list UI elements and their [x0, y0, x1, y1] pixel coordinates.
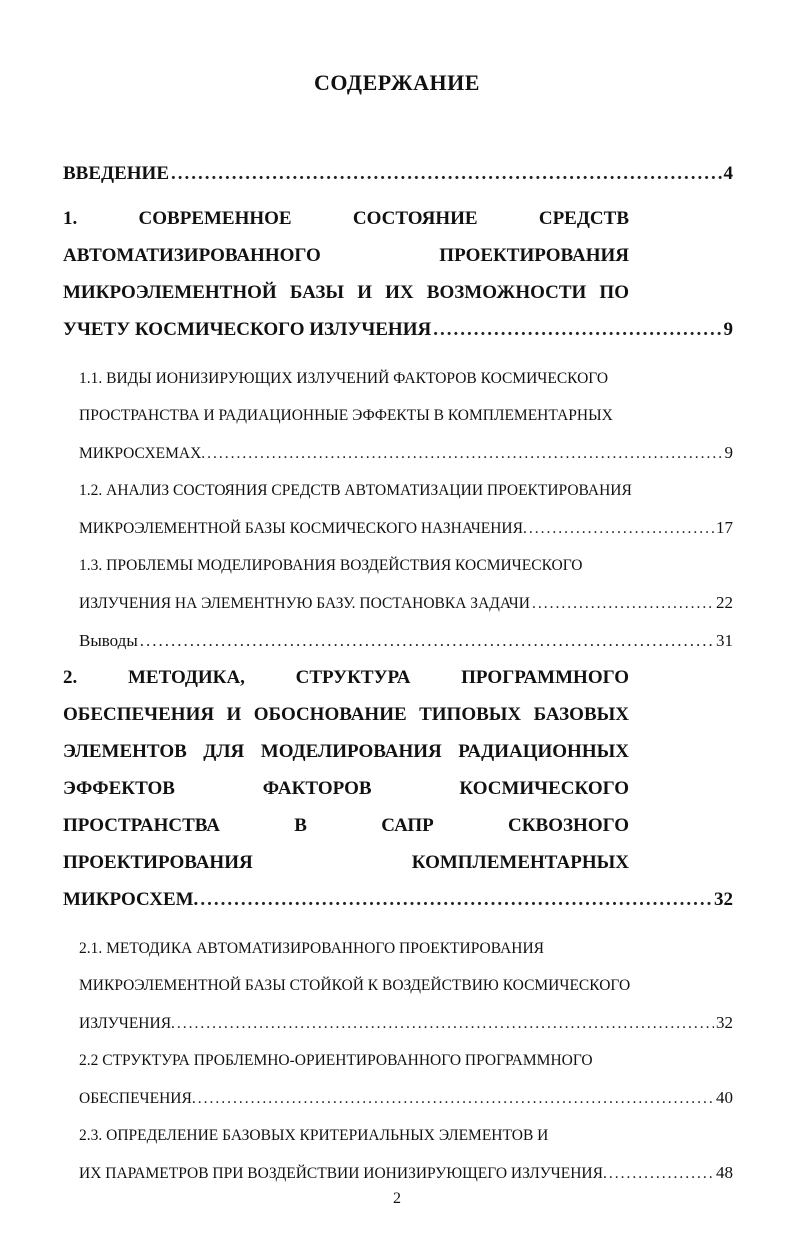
toc-entry-intro[interactable] — [63, 155, 733, 192]
toc-section-line: МИКРОСХЕМАХ. — [79, 445, 206, 462]
toc-chapter-line: МИКРОСХЕМ. — [63, 889, 199, 910]
toc-chapter-line: ПРОСТРАНСТВА В САПР СКВОЗНОГО — [63, 815, 629, 836]
toc-page-number: 4 — [723, 163, 733, 184]
toc-entry-label: Выводы — [79, 631, 138, 650]
toc-section-1-2[interactable] — [79, 472, 733, 547]
toc-chapter-line: ЭЛЕМЕНТОВ ДЛЯ МОДЕЛИРОВАНИЯ РАДИАЦИОННЫХ — [63, 741, 629, 762]
dot-leader — [177, 1005, 714, 1042]
toc-section-1-3[interactable] — [79, 547, 733, 622]
dot-leader — [200, 881, 712, 918]
toc-section-line: ИЗЛУЧЕНИЯ НА ЭЛЕМЕНТНУЮ БАЗУ. ПОСТАНОВКА ЗАДАЧИ — [79, 595, 530, 612]
toc-section-line: ПРОСТРАНСТВА И РАДИАЦИОННЫЕ ЭФФЕКТЫ В КОМПЛЕМЕНТАРНЫХ — [79, 407, 613, 424]
dot-leader — [532, 585, 714, 622]
toc-chapter-line: ПРОЕКТИРОВАНИЯ КОМПЛЕМЕНТАРНЫХ — [63, 852, 629, 873]
dot-leader — [140, 622, 714, 659]
toc-section-line: ИХ ПАРАМЕТРОВ ПРИ ВОЗДЕЙСТВИИ ИОНИЗИРУЮЩЕГО ИЗЛУЧЕНИЯ. — [79, 1165, 607, 1182]
page-number: 2 — [393, 1190, 401, 1207]
toc-section-2-2[interactable] — [79, 1042, 733, 1117]
toc-page-number: 32 — [716, 1013, 733, 1032]
toc-section-line: МИКРОЭЛЕМЕНТНОЙ БАЗЫ СТОЙКОЙ К ВОЗДЕЙСТВИЮ КОСМИЧЕСКОГО — [79, 977, 631, 994]
toc-chapter-line: УЧЕТУ КОСМИЧЕСКОГО ИЗЛУЧЕНИЯ — [63, 319, 432, 340]
toc-page-number: 9 — [724, 443, 733, 462]
toc-section-line: 1.2. АНАЛИЗ СОСТОЯНИЯ СРЕДСТВ АВТОМАТИЗАЦИИ ПРОЕКТИРОВАНИЯ — [79, 482, 632, 499]
toc-chapter-line: АВТОМАТИЗИРОВАННОГО ПРОЕКТИРОВАНИЯ — [63, 245, 629, 266]
dot-leader — [198, 1080, 714, 1117]
toc-page-number: 40 — [716, 1088, 733, 1107]
toc-chapter-line: ОБЕСПЕЧЕНИЯ И ОБОСНОВАНИЕ ТИПОВЫХ БАЗОВЫХ — [63, 704, 629, 725]
toc-section-line: 1.1. ВИДЫ ИОНИЗИРУЮЩИХ ИЗЛУЧЕНИЙ ФАКТОРОВ КОСМИЧЕСКОГО — [79, 370, 609, 387]
toc-section-line: ОБЕСПЕЧЕНИЯ. — [79, 1090, 196, 1107]
toc-page-number: 32 — [714, 889, 733, 910]
toc-chapter-line: ЭФФЕКТОВ ФАКТОРОВ КОСМИЧЕСКОГО — [63, 778, 629, 799]
toc-chapter-2[interactable] — [63, 659, 733, 918]
table-of-contents — [63, 150, 733, 1192]
toc-chapter-line: 1. СОВРЕМЕННОЕ СОСТОЯНИЕ СРЕДСТВ — [63, 208, 629, 229]
toc-page-number: 48 — [716, 1163, 733, 1182]
toc-section-2-3[interactable] — [79, 1117, 733, 1192]
toc-page-number: 31 — [716, 631, 733, 650]
toc-chapter-line: 2. МЕТОДИКА, СТРУКТУРА ПРОГРАММНОГО — [63, 667, 629, 688]
toc-section-line: 2.2 СТРУКТУРА ПРОБЛЕМНО-ОРИЕНТИРОВАННОГО ПРОГРАММНОГО — [79, 1052, 593, 1069]
dot-leader — [433, 311, 721, 348]
toc-section-line: МИКРОЭЛЕМЕНТНОЙ БАЗЫ КОСМИЧЕСКОГО НАЗНАЧЕНИЯ. — [79, 520, 527, 537]
toc-page-number: 17 — [716, 518, 733, 537]
toc-entry-label: ВВЕДЕНИЕ — [63, 163, 169, 184]
toc-section-2-1[interactable] — [79, 930, 733, 1042]
toc-page-number: 9 — [723, 319, 733, 340]
dot-leader — [609, 1155, 714, 1192]
dot-leader — [171, 155, 722, 192]
toc-chapter-line: МИКРОЭЛЕМЕНТНОЙ БАЗЫ И ИХ ВОЗМОЖНОСТИ ПО — [63, 282, 629, 303]
page-title: СОДЕРЖАНИЕ — [314, 70, 480, 95]
toc-conclusion[interactable] — [79, 622, 733, 659]
toc-chapter-1[interactable] — [63, 200, 733, 348]
dot-leader — [207, 435, 722, 472]
toc-section-1-1[interactable] — [79, 360, 733, 472]
toc-section-line: 2.1. МЕТОДИКА АВТОМАТИЗИРОВАННОГО ПРОЕКТИРОВАНИЯ — [79, 940, 544, 957]
toc-section-line: ИЗЛУЧЕНИЯ. — [79, 1015, 175, 1032]
dot-leader — [529, 510, 714, 547]
toc-page-number: 22 — [716, 593, 733, 612]
toc-section-line: 1.3. ПРОБЛЕМЫ МОДЕЛИРОВАНИЯ ВОЗДЕЙСТВИЯ КОСМИЧЕСКОГО — [79, 557, 583, 574]
toc-section-line: 2.3. ОПРЕДЕЛЕНИЕ БАЗОВЫХ КРИТЕРИАЛЬНЫХ ЭЛЕМЕНТОВ И — [79, 1127, 549, 1144]
